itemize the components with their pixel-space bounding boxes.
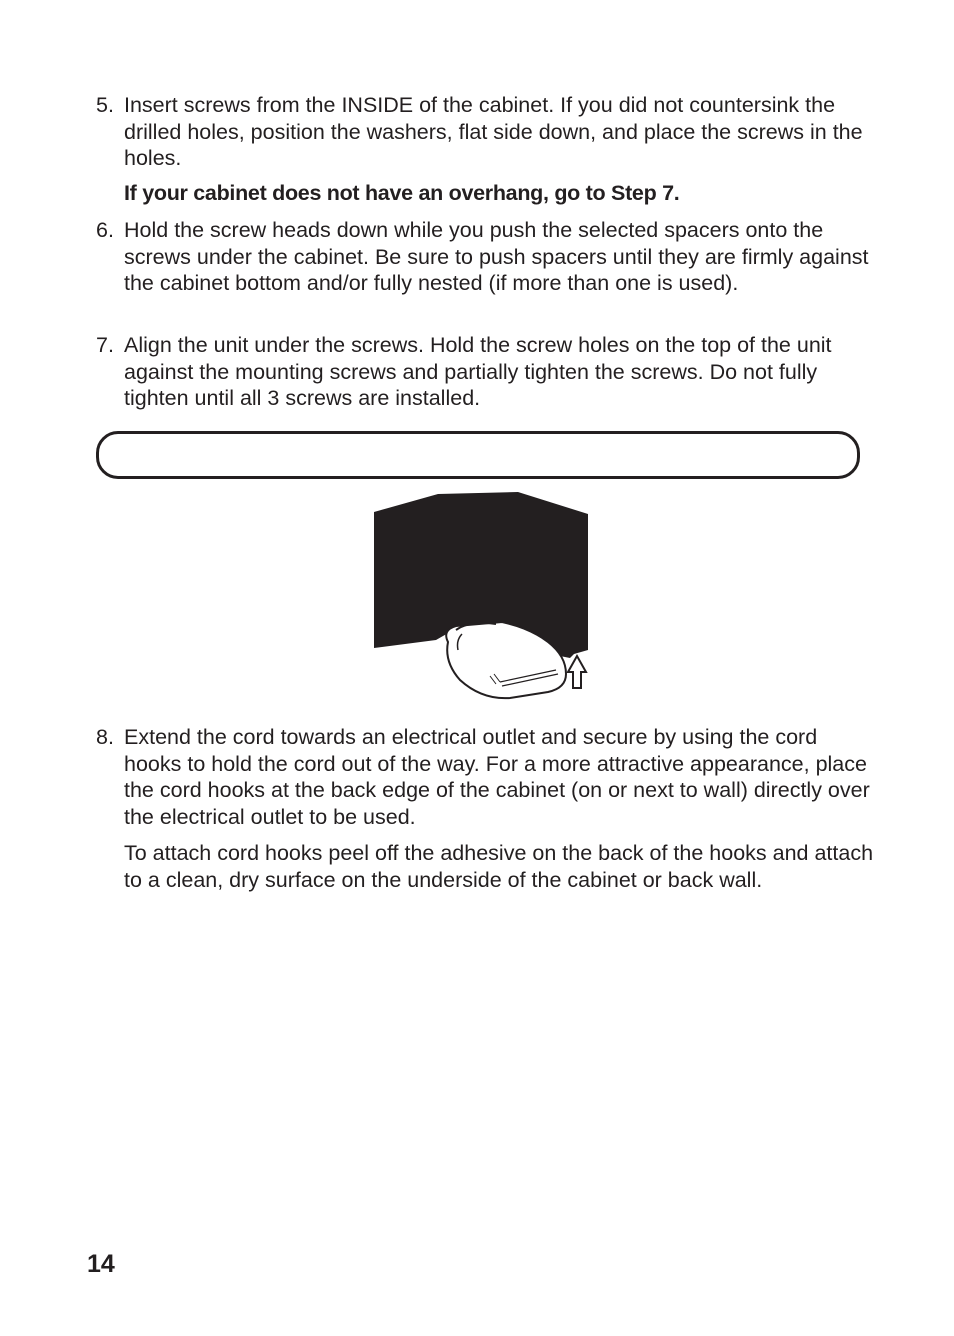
step-7 — [96, 332, 876, 412]
arrow-up-icon — [568, 656, 586, 688]
under-cabinet-unit-illustration — [370, 490, 590, 700]
step-number: 5. — [96, 93, 114, 117]
caution-box — [96, 431, 860, 479]
step-6 — [96, 217, 876, 297]
step-number: 7. — [96, 333, 114, 357]
page-number: 14 — [87, 1250, 115, 1278]
step-text: Insert screws from the INSIDE of the cabinet. If you did not countersink the drilled holes, position the washers, flat side down, and place the screws in the holes. — [124, 93, 863, 170]
overhang-note: If your cabinet does not have an overhang, go to Step 7. — [124, 181, 680, 205]
step-8 — [96, 724, 876, 830]
cord-hook-note: To attach cord hooks peel off the adhesive on the back of the hooks and attach to a clean, dry surface on the underside of the cabinet or back wall. — [124, 841, 874, 892]
step-5 — [96, 92, 876, 172]
step-number: 8. — [96, 725, 114, 749]
step-text: Align the unit under the screws. Hold the screw holes on the top of the unit against the mounting screws and partially tighten the screws. Do not fully tighten until all 3 screws are installed. — [124, 333, 832, 410]
step-text: Hold the screw heads down while you push the selected spacers onto the screws under the cabinet. Be sure to push spacers until they are firmly against the cabinet bottom and/or fully nested (if more than one is used). — [124, 218, 869, 295]
step-text: Extend the cord towards an electrical outlet and secure by using the cord hooks to hold the cord out of the way. For a more attractive appearance, place the cord hooks at the back edge of the cabinet (on or next to wall) directly over the electrical outlet to be used. — [124, 725, 870, 829]
step-number: 6. — [96, 218, 114, 242]
